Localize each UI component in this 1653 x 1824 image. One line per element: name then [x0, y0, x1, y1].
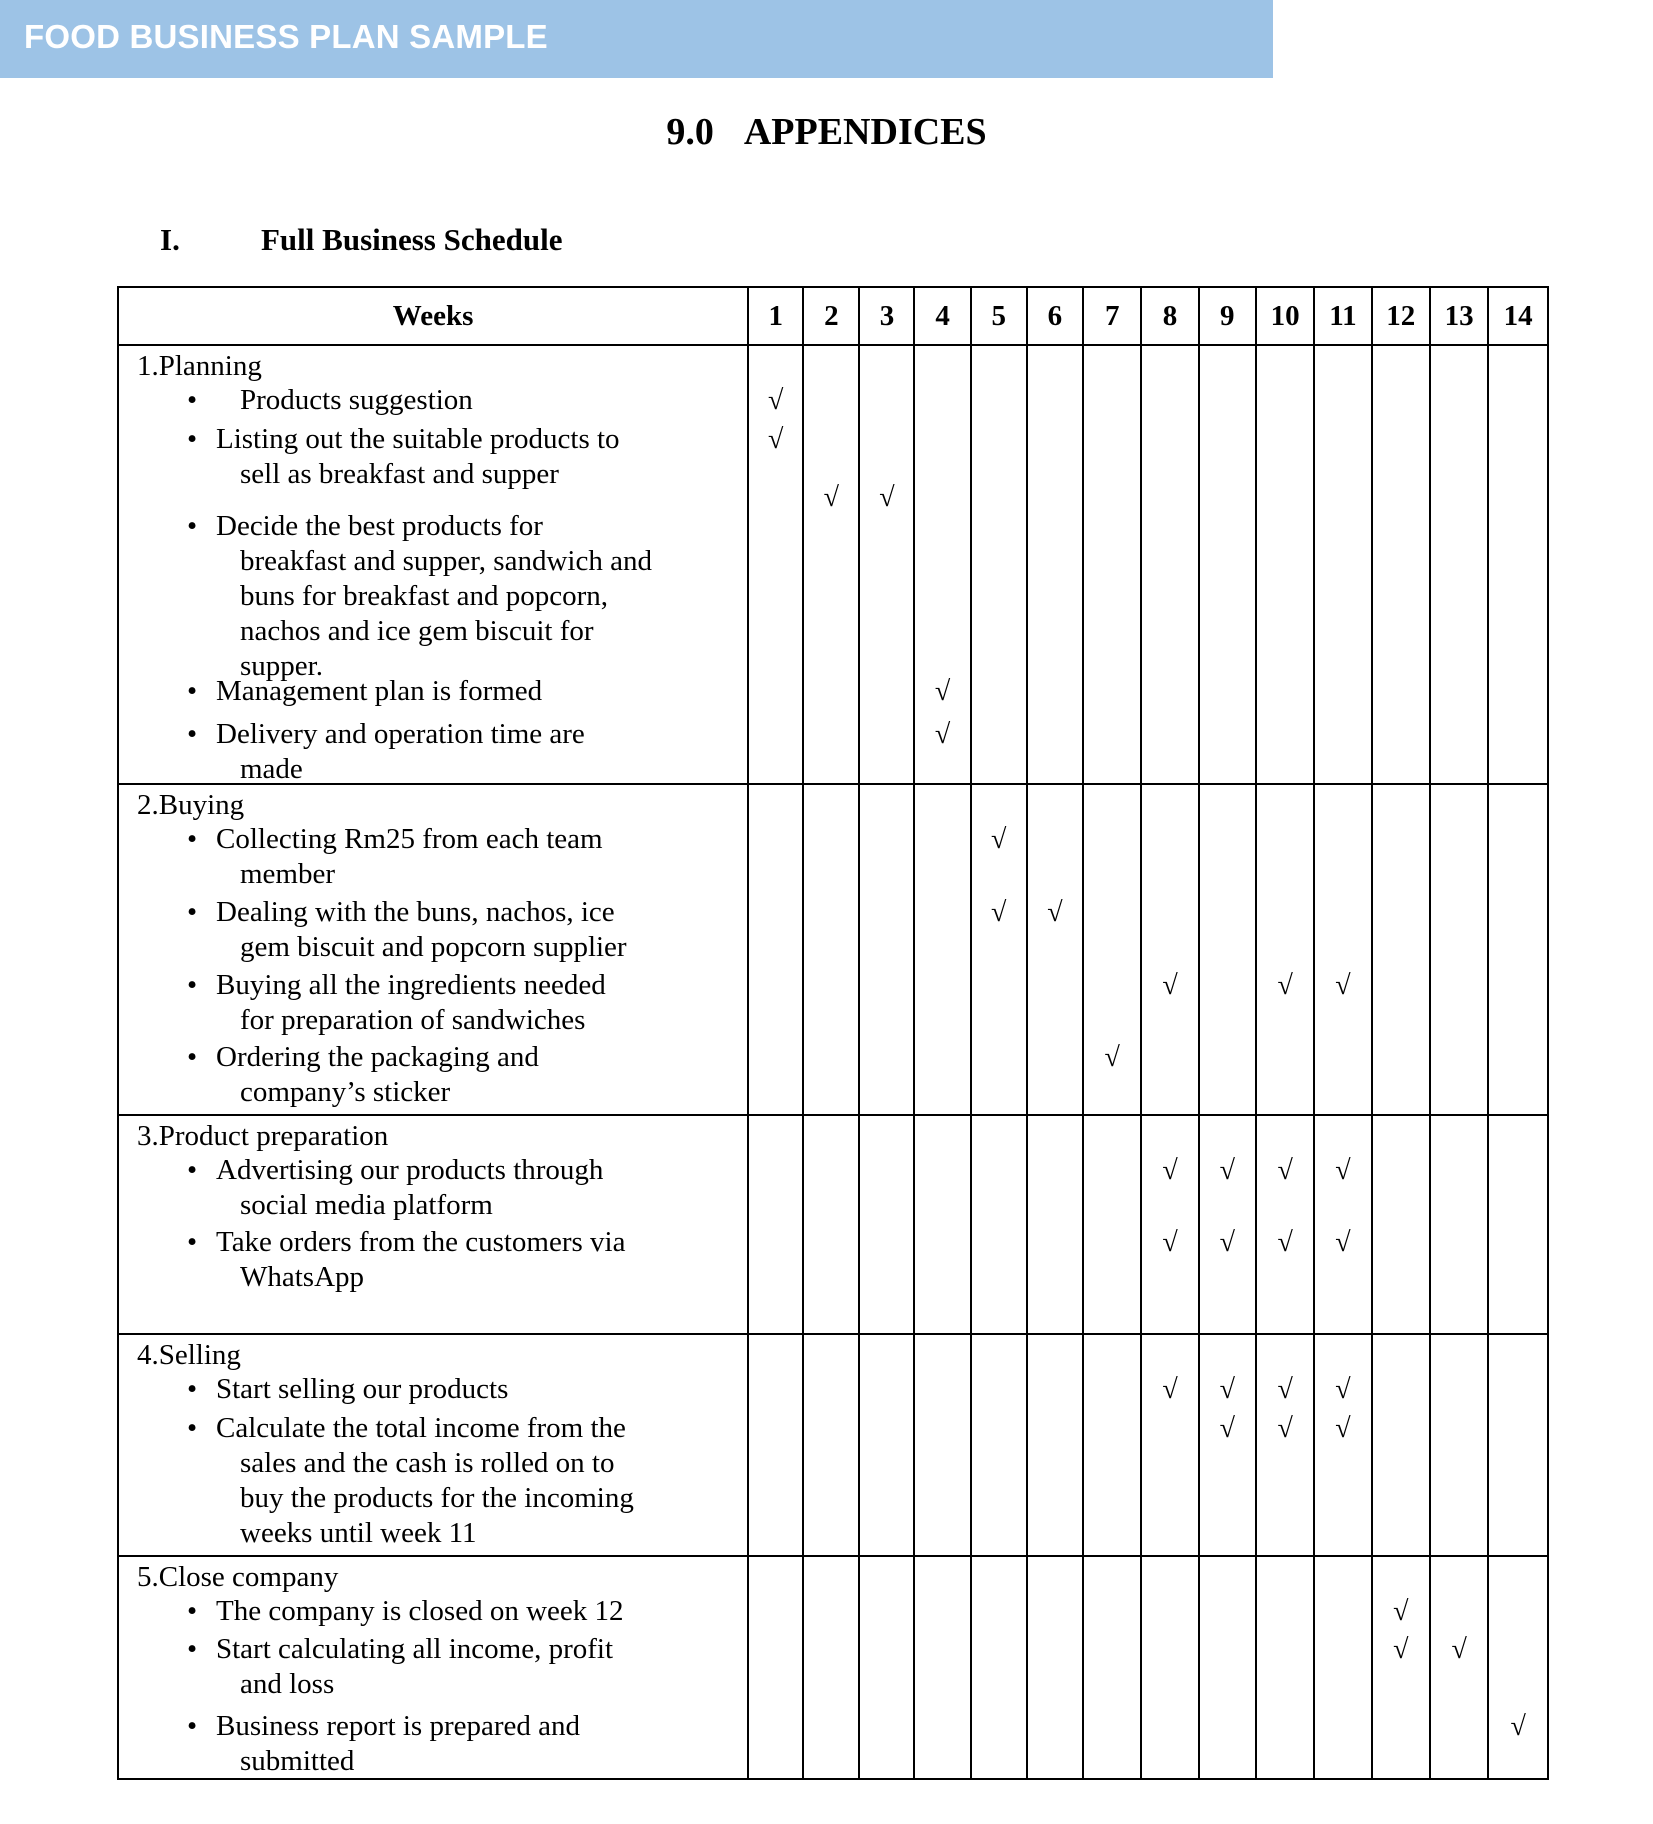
- week-cell-2: [803, 1115, 859, 1334]
- task-text: Start selling our products: [216, 1372, 509, 1405]
- bullet-icon: •: [187, 895, 198, 928]
- week-cell-7: [1083, 1115, 1141, 1334]
- week-cell-7: [1083, 345, 1141, 784]
- check-mark-icon: √: [934, 719, 951, 750]
- week-cell-5: [971, 345, 1027, 784]
- week-cell-7: [1083, 1556, 1141, 1779]
- task-item: [137, 717, 741, 787]
- week-cell-10: [1256, 1334, 1314, 1556]
- task-text: Collecting Rm25 from each team: [216, 822, 603, 855]
- week-cell-9: [1199, 1115, 1256, 1334]
- task-item: [137, 422, 741, 492]
- task-text: WhatsApp: [240, 1260, 365, 1293]
- week-header-3: 3: [859, 287, 914, 345]
- task-text: Business report is prepared and: [216, 1709, 581, 1742]
- check-mark-icon: √: [1162, 1154, 1178, 1186]
- check-mark-icon: √: [1277, 969, 1293, 1001]
- group-title: 3.Product preparation: [137, 1119, 389, 1152]
- bullet-icon: •: [187, 1040, 198, 1073]
- activity-cell: [118, 1115, 748, 1334]
- week-cell-14: [1488, 345, 1548, 784]
- activity-cell: [118, 784, 748, 1115]
- weeks-header: Weeks: [118, 287, 748, 345]
- week-cell-12: [1372, 1334, 1430, 1556]
- task-text: Start calculating all income, profit: [216, 1632, 614, 1665]
- check-mark-icon: √: [823, 482, 839, 513]
- week-cell-13: [1430, 1115, 1488, 1334]
- week-cell-2: [803, 1556, 859, 1779]
- task-text: Dealing with the buns, nachos, ice: [216, 895, 615, 928]
- week-header-13: 13: [1430, 287, 1488, 345]
- task-item: [137, 1372, 741, 1407]
- week-header-2: 2: [803, 287, 859, 345]
- week-header-1: 1: [748, 287, 803, 345]
- task-text: nachos and ice gem biscuit for: [240, 615, 594, 647]
- group-row: [118, 1556, 1548, 1779]
- task-item: [137, 968, 741, 1038]
- week-cell-6: [1027, 1115, 1083, 1334]
- bullet-icon: •: [187, 822, 198, 855]
- activity-cell: [118, 1334, 748, 1556]
- check-mark-icon: √: [1162, 1373, 1178, 1405]
- check-mark-icon: √: [934, 676, 951, 707]
- week-cell-13: [1430, 1556, 1488, 1779]
- week-cell-8: [1141, 1334, 1198, 1556]
- week-cell-14: [1488, 1115, 1548, 1334]
- week-cell-3: [859, 345, 914, 784]
- task-item: [137, 674, 741, 709]
- week-cell-11: [1314, 1115, 1371, 1334]
- week-cell-3: [859, 1115, 914, 1334]
- task-text: Decide the best products for: [216, 510, 543, 542]
- week-cell-2: [803, 784, 859, 1115]
- activity-cell: [118, 345, 748, 784]
- week-cell-2: [803, 345, 859, 784]
- task-item: [137, 1153, 741, 1223]
- week-cell-11: [1314, 1556, 1371, 1779]
- week-cell-4: [914, 1115, 970, 1334]
- week-cell-12: [1372, 1115, 1430, 1334]
- task-text: social media platform: [240, 1188, 493, 1221]
- check-mark-icon: √: [991, 823, 1007, 855]
- check-mark-icon: √: [1335, 1412, 1351, 1444]
- week-cell-14: [1488, 784, 1548, 1115]
- task-item: [137, 1709, 741, 1779]
- check-mark-icon: √: [1277, 1412, 1293, 1444]
- header-row: [118, 287, 1548, 345]
- week-header-5: 5: [971, 287, 1027, 345]
- bullet-icon: •: [187, 510, 198, 542]
- bullet-icon: •: [187, 1594, 198, 1627]
- activity-cell: [118, 1556, 748, 1779]
- week-cell-9: [1199, 784, 1256, 1115]
- week-cell-10: [1256, 345, 1314, 784]
- task-text: Management plan is formed: [216, 675, 543, 707]
- week-cell-5: [971, 1115, 1027, 1334]
- check-mark-icon: √: [1451, 1633, 1467, 1665]
- check-mark-icon: √: [1335, 1373, 1351, 1405]
- week-cell-5: [971, 1334, 1027, 1556]
- section-number: 9.0: [666, 111, 714, 153]
- business-schedule-table: [117, 286, 1549, 1780]
- check-mark-icon: √: [1277, 1226, 1293, 1258]
- week-cell-6: [1027, 784, 1083, 1115]
- week-cell-13: [1430, 784, 1488, 1115]
- week-header-8: 8: [1141, 287, 1198, 345]
- task-text: Advertising our products through: [216, 1153, 604, 1186]
- task-text: member: [240, 857, 336, 890]
- check-mark-icon: √: [1335, 969, 1351, 1001]
- task-text: The company is closed on week 12: [216, 1594, 624, 1627]
- task-text: gem biscuit and popcorn supplier: [240, 930, 627, 963]
- week-cell-3: [859, 784, 914, 1115]
- group-title: 2.Buying: [137, 788, 245, 821]
- bullet-icon: •: [187, 1153, 198, 1186]
- task-text: Calculate the total income from the: [216, 1411, 626, 1444]
- task-text: buy the products for the incoming: [240, 1481, 634, 1514]
- check-mark-icon: √: [768, 424, 784, 455]
- check-mark-icon: √: [991, 896, 1007, 928]
- task-text: for preparation of sandwiches: [240, 1003, 586, 1036]
- bullet-icon: •: [187, 1372, 198, 1405]
- task-item: [137, 1225, 741, 1295]
- task-text: Ordering the packaging and: [216, 1040, 539, 1073]
- week-cell-9: [1199, 1556, 1256, 1779]
- group-row: [118, 1115, 1548, 1334]
- week-header-4: 4: [914, 287, 970, 345]
- check-mark-icon: √: [879, 482, 895, 513]
- week-cell-4: [914, 1334, 970, 1556]
- check-mark-icon: √: [1162, 969, 1178, 1001]
- week-cell-2: [803, 1334, 859, 1556]
- check-mark-icon: √: [1219, 1226, 1235, 1258]
- group-row: [118, 345, 1548, 784]
- subsection-number: I.: [160, 222, 180, 257]
- week-header-10: 10: [1256, 287, 1314, 345]
- week-cell-1: [748, 345, 803, 784]
- check-mark-icon: √: [1393, 1595, 1409, 1627]
- week-cell-7: [1083, 1334, 1141, 1556]
- week-cell-5: [971, 1556, 1027, 1779]
- group-title: 5.Close company: [137, 1560, 339, 1593]
- section-title: [0, 110, 1653, 154]
- week-cell-13: [1430, 345, 1488, 784]
- check-mark-icon: √: [1104, 1041, 1120, 1073]
- week-cell-3: [859, 1334, 914, 1556]
- task-text: Delivery and operation time are: [216, 718, 585, 750]
- task-text: submitted: [240, 1744, 355, 1777]
- week-cell-6: [1027, 1334, 1083, 1556]
- week-cell-7: [1083, 784, 1141, 1115]
- week-header-7: 7: [1083, 287, 1141, 345]
- task-text: and loss: [240, 1667, 335, 1700]
- week-cell-12: [1372, 1556, 1430, 1779]
- group-title: 4.Selling: [137, 1338, 241, 1371]
- week-cell-4: [914, 1556, 970, 1779]
- week-cell-14: [1488, 1334, 1548, 1556]
- task-text: sell as breakfast and supper: [240, 458, 559, 490]
- check-mark-icon: √: [1047, 896, 1063, 928]
- week-cell-12: [1372, 784, 1430, 1115]
- task-text: breakfast and supper, sandwich and: [240, 545, 652, 577]
- group-title: 1.Planning: [137, 350, 262, 382]
- check-mark-icon: √: [1393, 1633, 1409, 1665]
- bullet-icon: •: [187, 1709, 198, 1742]
- task-item: [137, 895, 741, 965]
- check-mark-icon: √: [1277, 1154, 1293, 1186]
- week-cell-3: [859, 1556, 914, 1779]
- week-cell-10: [1256, 1115, 1314, 1334]
- week-cell-1: [748, 1115, 803, 1334]
- task-text: Buying all the ingredients needed: [216, 968, 606, 1001]
- week-header-6: 6: [1027, 287, 1083, 345]
- check-mark-icon: √: [1335, 1154, 1351, 1186]
- check-mark-icon: √: [1277, 1373, 1293, 1405]
- check-mark-icon: √: [1219, 1412, 1235, 1444]
- task-text: sales and the cash is rolled on to: [240, 1446, 615, 1479]
- task-text: made: [240, 753, 303, 785]
- week-header-11: 11: [1314, 287, 1371, 345]
- bullet-icon: •: [187, 968, 198, 1001]
- week-cell-12: [1372, 345, 1430, 784]
- task-item: [137, 1632, 741, 1702]
- task-text: company’s sticker: [240, 1075, 451, 1108]
- check-mark-icon: √: [1510, 1710, 1526, 1742]
- check-mark-icon: √: [1162, 1226, 1178, 1258]
- task-item: [137, 822, 741, 892]
- week-cell-9: [1199, 345, 1256, 784]
- group-row: [118, 1334, 1548, 1556]
- week-cell-11: [1314, 345, 1371, 784]
- week-cell-9: [1199, 1334, 1256, 1556]
- bullet-icon: •: [187, 1411, 198, 1444]
- week-header-12: 12: [1372, 287, 1430, 345]
- bullet-icon: •: [187, 1225, 198, 1258]
- task-text: Listing out the suitable products to: [216, 423, 620, 455]
- week-cell-11: [1314, 1334, 1371, 1556]
- week-header-9: 9: [1199, 287, 1256, 345]
- week-cell-10: [1256, 784, 1314, 1115]
- task-item: [137, 1594, 741, 1629]
- week-cell-13: [1430, 1334, 1488, 1556]
- task-item: [137, 1040, 741, 1110]
- week-cell-6: [1027, 345, 1083, 784]
- check-mark-icon: √: [1219, 1154, 1235, 1186]
- bullet-icon: •: [187, 1632, 198, 1665]
- week-cell-6: [1027, 1556, 1083, 1779]
- week-cell-1: [748, 1556, 803, 1779]
- task-item: [137, 1411, 741, 1551]
- week-cell-8: [1141, 1115, 1198, 1334]
- section-title-text: APPENDICES: [743, 111, 987, 153]
- group-row: [118, 784, 1548, 1115]
- task-text: buns for breakfast and popcorn,: [240, 580, 609, 612]
- week-cell-4: [914, 784, 970, 1115]
- task-text: Products suggestion: [240, 384, 473, 416]
- week-cell-8: [1141, 345, 1198, 784]
- week-cell-11: [1314, 784, 1371, 1115]
- header-banner: [0, 0, 1273, 78]
- bullet-icon: •: [187, 718, 198, 750]
- check-mark-icon: √: [1335, 1226, 1351, 1258]
- week-cell-8: [1141, 1556, 1198, 1779]
- task-item: [137, 509, 741, 684]
- week-cell-8: [1141, 784, 1198, 1115]
- task-item: [137, 383, 741, 418]
- check-mark-icon: √: [1219, 1373, 1235, 1405]
- task-text: weeks until week 11: [240, 1516, 477, 1549]
- bullet-icon: •: [187, 384, 198, 416]
- subsection-title: Full Business Schedule: [261, 222, 563, 257]
- week-cell-1: [748, 784, 803, 1115]
- week-cell-5: [971, 784, 1027, 1115]
- week-header-14: 14: [1488, 287, 1548, 345]
- week-cell-10: [1256, 1556, 1314, 1779]
- week-cell-14: [1488, 1556, 1548, 1779]
- week-cell-4: [914, 345, 970, 784]
- task-text: supper.: [240, 650, 323, 682]
- bullet-icon: •: [187, 423, 198, 455]
- week-cell-1: [748, 1334, 803, 1556]
- banner-title: FOOD BUSINESS PLAN SAMPLE: [24, 18, 548, 55]
- check-mark-icon: √: [768, 385, 784, 416]
- bullet-icon: •: [187, 675, 198, 707]
- task-text: Take orders from the customers via: [216, 1225, 626, 1258]
